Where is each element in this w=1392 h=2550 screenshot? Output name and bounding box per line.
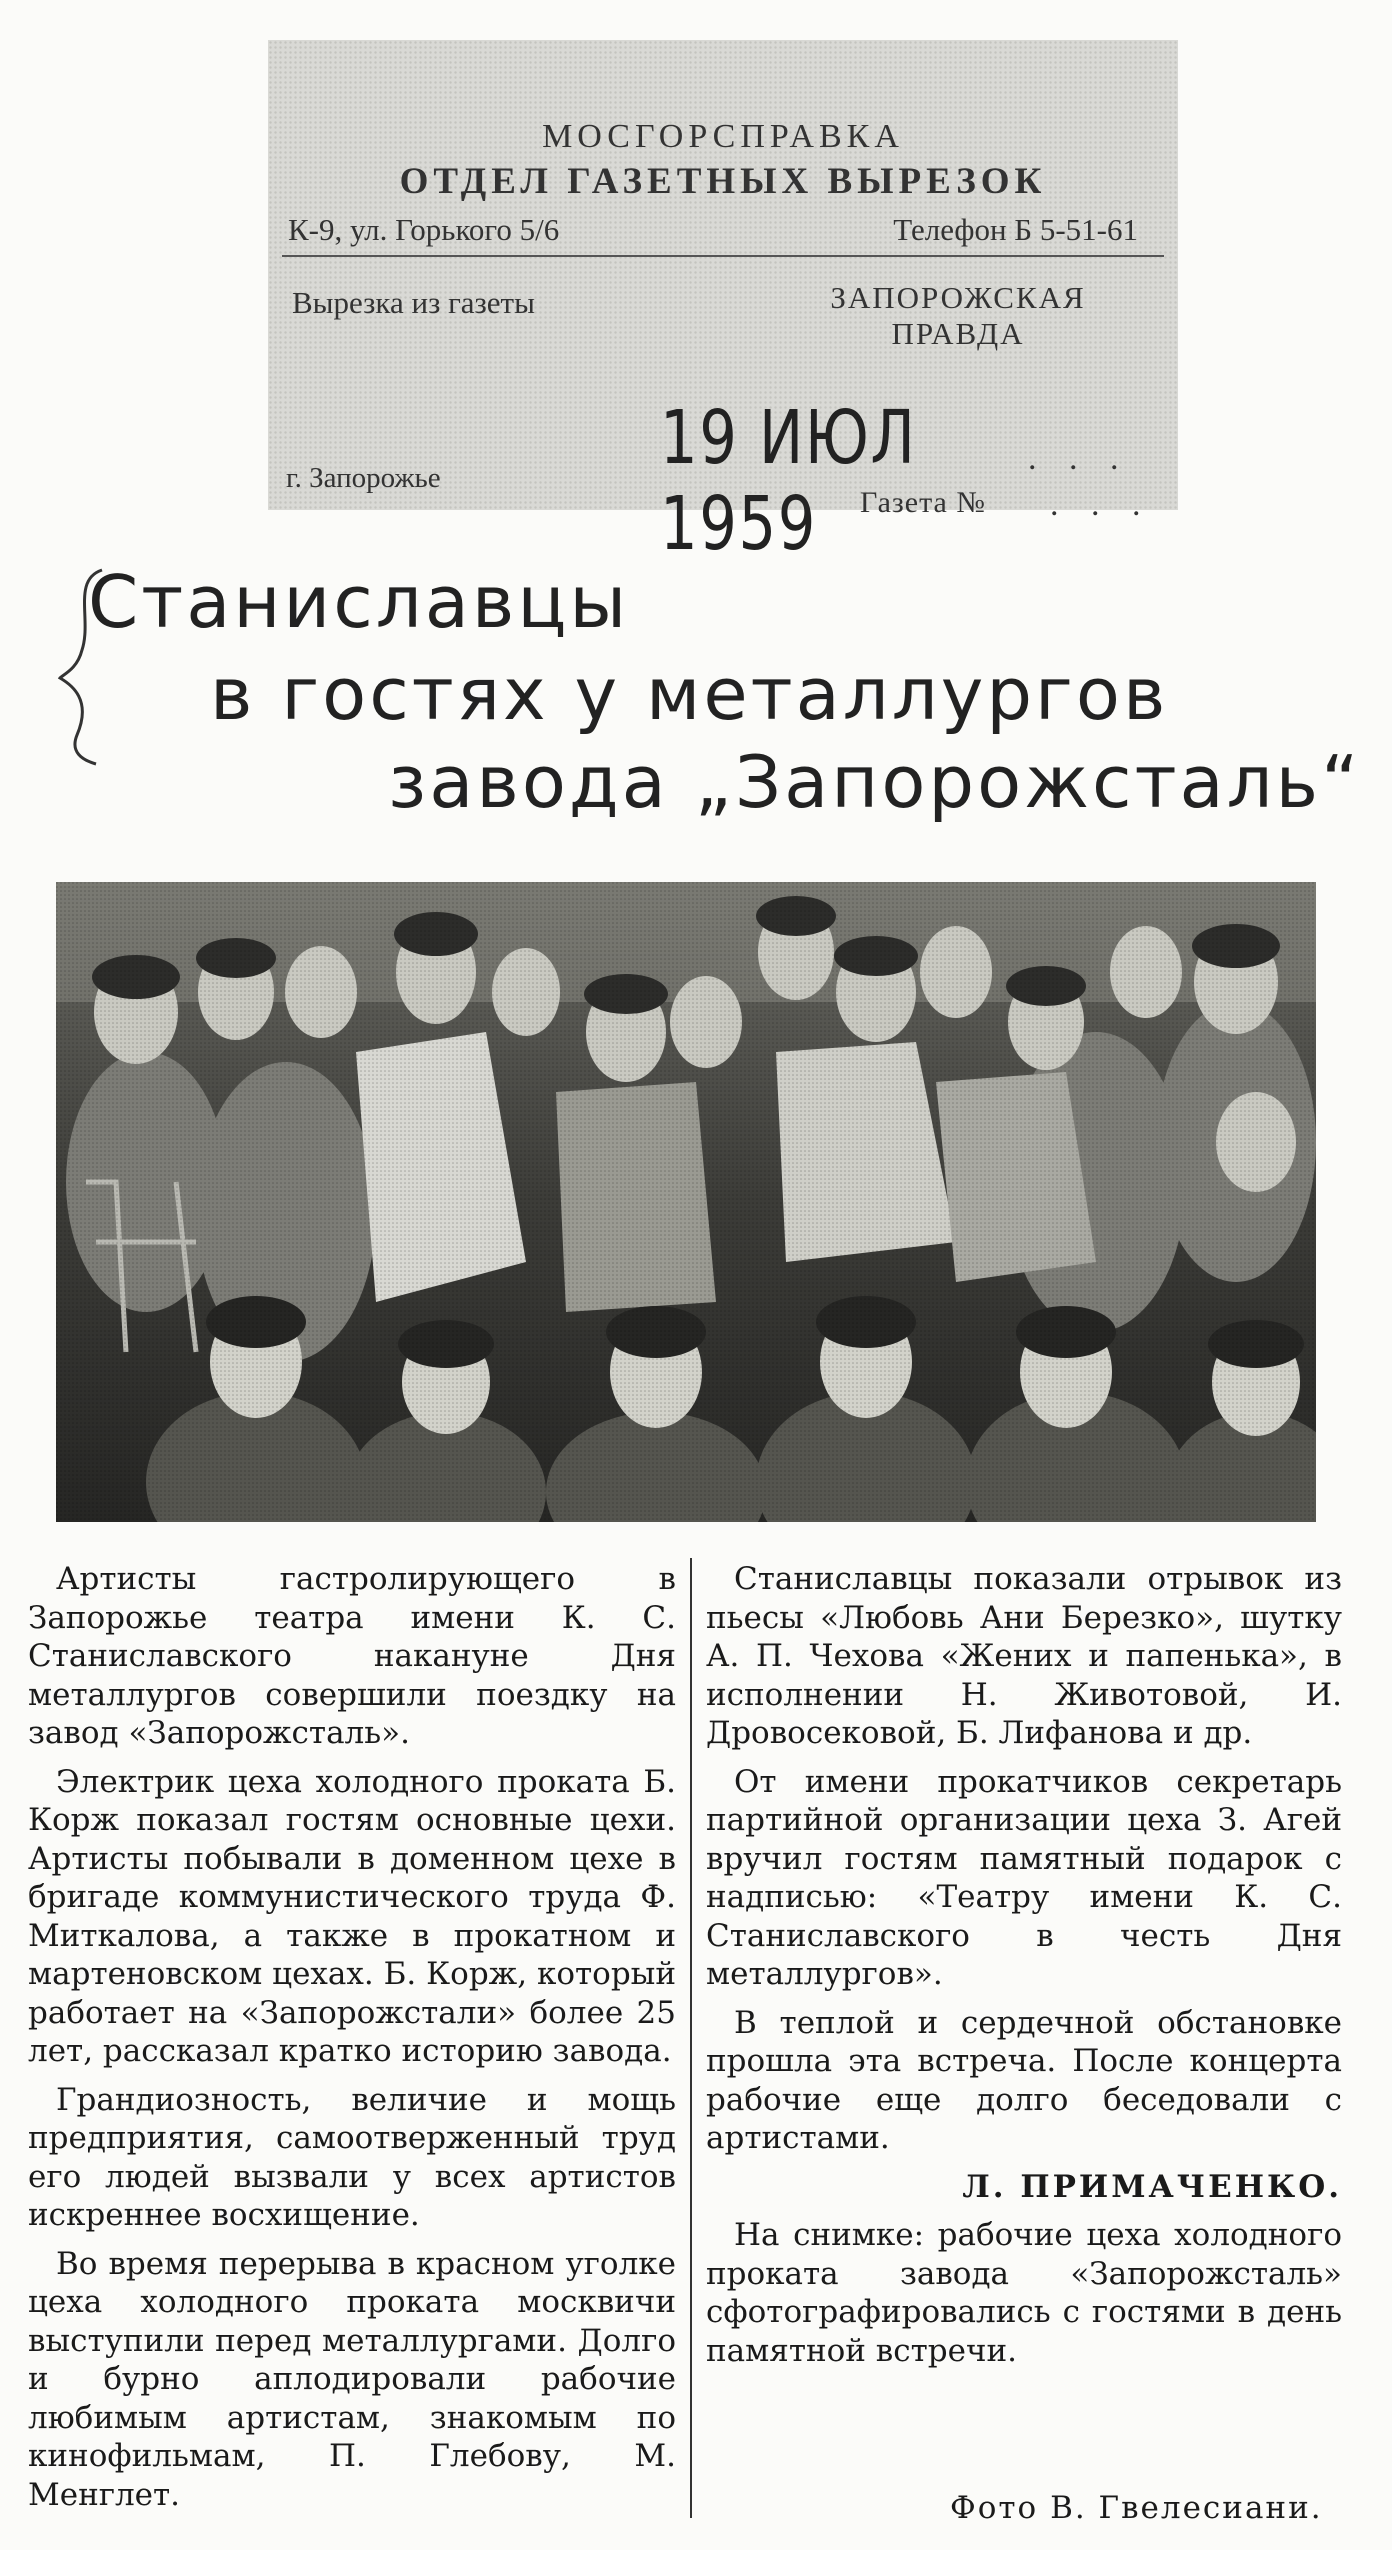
article-paragraph: Во время перерыва в красном уголке цеха холодного проката москвичи выступили перед металлургами. Долго и бурно аплодировали рабочие любимым артистам, знакомым по кинофильмам, П. Глебову, М. Менглет. [28, 2245, 676, 2513]
article-paragraph: Артисты гастролирующего в Запорожье театра имени К. С. Станиславского накануне Дня металлургов совершили поездку на завод «Запорожсталь». [28, 1561, 676, 1751]
photo-credit: Фото В. Гвелесиани. [950, 2490, 1323, 2526]
article-paragraph: В теплой и сердечной обстановке прошла эта встреча. После концерта рабочие еще долго беседовали с артистами. [706, 2004, 1342, 2156]
photo-caption: На снимке: рабочие цеха холодного проката завода «Запорожсталь» сфотографировались с гостями в день памятной встречи. [706, 2217, 1342, 2369]
article-paragraph: Грандиозность, величие и мощь предприятия, самоотверженный труд его людей вызвали у всех артистов искреннее восхищение. [28, 2081, 676, 2233]
headline-line-2: в гостях у металлургов [210, 652, 1169, 736]
stamp-agency: МОСГОРСПРАВКА [542, 118, 904, 155]
stamp-gazette-no: Газета № [860, 486, 986, 519]
article-right-column [706, 1560, 1342, 2380]
stamp-dots: . . . [1028, 440, 1131, 477]
article-paragraph: От имени прокатчиков секретарь партийной организации цеха З. Агей вручил гостям памятный подарок с надписью: «Театру имени К. С. Станиславского в честь Дня металлургов». [706, 1763, 1342, 1992]
stamp-department: ОТДЕЛ ГАЗЕТНЫХ ВЫРЕЗОК [399, 161, 1047, 202]
headline-line-3: завода „Запорожсталь“ [388, 740, 1362, 824]
stamp-city: г. Запорожье [286, 462, 441, 494]
article-paragraph: Станиславцы показали отрывок из пьесы «Любовь Ани Березко», шутку А. П. Чехова «Жених и папенька», в исполнении Н. Животовой, И. Дровосековой, Б. Лифанова и др. [706, 1561, 1342, 1751]
headline-line-1: Станиславцы [88, 560, 630, 644]
stamp-clipping-label: Вырезка из газеты [292, 285, 535, 320]
stamp-date: 19 ИЮЛ 1959 [660, 395, 917, 567]
article-left-column [28, 1560, 676, 2524]
column-divider [690, 1558, 692, 2518]
stamp-address: К-9, ул. Горького 5/6 [288, 212, 560, 247]
author-signature: Л. ПРИМАЧЕНКО. [962, 2168, 1342, 2205]
archive-stamp [268, 40, 1178, 567]
stamp-phone: Телефон Б 5-51-61 [893, 212, 1138, 247]
stamp-newspaper-name: ЗАПОРОЖСКАЯ ПРАВДА [830, 280, 1086, 351]
group-photo-image [56, 882, 1316, 1522]
stamp-divider [282, 255, 1164, 257]
stamp-dots: . . . [1050, 486, 1153, 523]
article-paragraph: Электрик цеха холодного проката Б. Корж показал гостям основные цехи. Артисты побывали в доменном цехе в бригаде коммунистического труда Ф. Миткалова, а также в прокатном и мартеновском цехах. Б. Корж, который работает на «Запорожстали» более 25 лет, рассказал кратко историю завода. [28, 1763, 676, 2069]
